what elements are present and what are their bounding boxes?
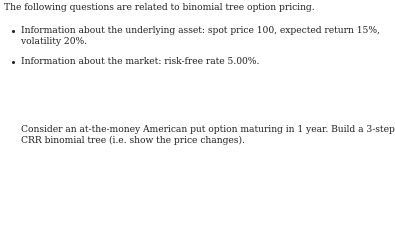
question-line-2: CRR binomial tree (i.e. show the price changes). (21, 135, 245, 146)
bullet-market-line: Information about the market: risk-free rate 5.00%. (21, 56, 260, 67)
bullet-asset-line-1: Information about the underlying asset: spot price 100, expected return 15%, (21, 25, 380, 36)
bullet-dot-icon (12, 61, 15, 64)
intro-text: The following questions are related to binomial tree option pricing. (4, 2, 315, 13)
question-line-1: Consider an at-the-money American put option maturing in 1 year. Build a 3-step (21, 124, 395, 135)
bullet-asset-line-2: volatility 20%. (21, 36, 88, 47)
bullet-dot-icon (12, 30, 15, 33)
